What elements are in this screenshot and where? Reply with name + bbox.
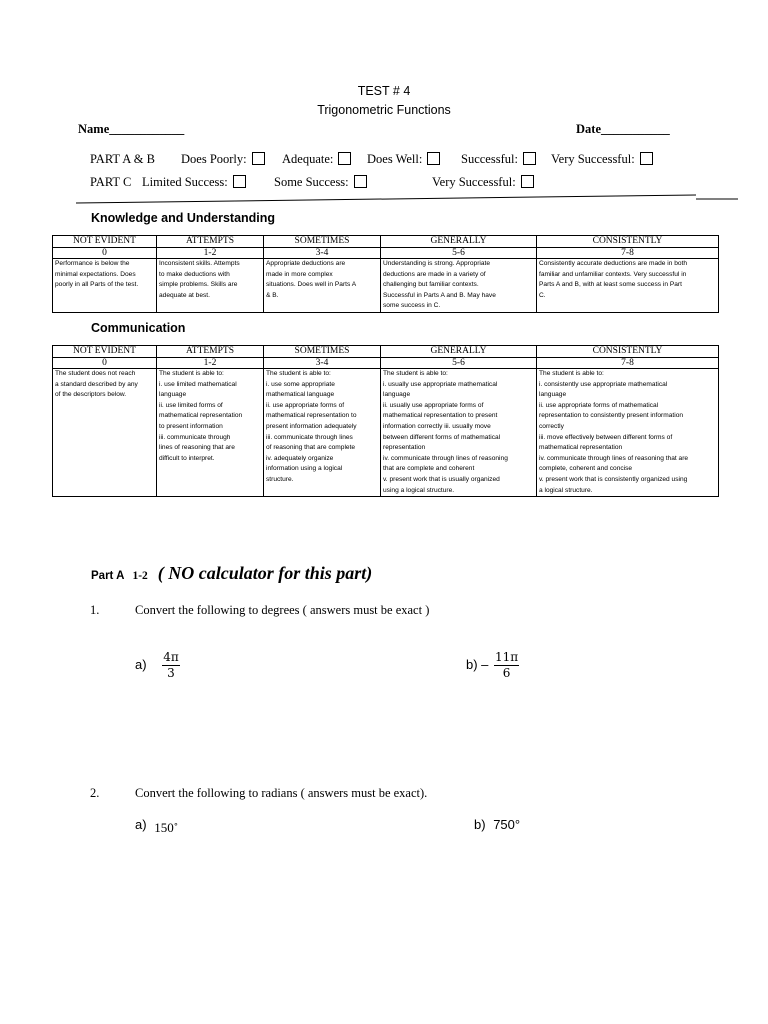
descriptor-line: The student is able to: bbox=[266, 370, 331, 377]
descriptor-line: minimal expectations. Does bbox=[55, 270, 136, 278]
part-a-label: Part A bbox=[91, 570, 125, 582]
part-a-note: ( NO calculator for this part) bbox=[157, 563, 373, 583]
level-header: ATTEMPTS bbox=[157, 346, 264, 358]
descriptor-line: The student is able to: bbox=[383, 370, 448, 377]
score-header: 0 bbox=[53, 357, 157, 369]
level-header: GENERALLY bbox=[381, 236, 537, 248]
descriptor-line: information correctly iii. usually move bbox=[383, 422, 491, 430]
checkbox[interactable] bbox=[521, 175, 534, 188]
question-2a bbox=[135, 817, 178, 833]
descriptor-line: i. usually use appropriate mathematical bbox=[383, 380, 498, 388]
descriptor-cell bbox=[157, 369, 264, 497]
descriptor-line: that are complete and coherent bbox=[383, 465, 475, 473]
descriptor-line: Appropriate deductions are bbox=[266, 260, 346, 267]
level-row bbox=[53, 236, 719, 248]
part-a-range: 1-2 bbox=[132, 570, 148, 582]
descriptor-line: correctly bbox=[539, 422, 564, 430]
rating-successful[interactable]: Successful: bbox=[461, 152, 536, 167]
part-label: b) bbox=[474, 817, 486, 832]
descriptor-line: v. present work that is consistently organized using bbox=[539, 475, 688, 483]
descriptor-line: present information adequately bbox=[266, 422, 357, 430]
descriptor-line: to present information bbox=[159, 422, 223, 430]
test-number: TEST # 4 bbox=[357, 84, 411, 98]
descriptor-line: Performance is below the bbox=[55, 260, 130, 267]
fraction-numerator: 11π bbox=[495, 650, 519, 665]
descriptor-cell bbox=[381, 259, 537, 313]
question-2b bbox=[474, 817, 520, 832]
fraction-denominator: 6 bbox=[502, 666, 511, 681]
level-header: GENERALLY bbox=[381, 346, 537, 358]
score-header: 1-2 bbox=[157, 357, 264, 369]
rating-adequate[interactable]: Adequate: bbox=[282, 152, 351, 167]
score-header: 3-4 bbox=[264, 247, 381, 259]
question-number: 2. bbox=[90, 786, 100, 800]
rating-some-success[interactable]: Some Success: bbox=[274, 175, 367, 190]
descriptor-line: mathematical language bbox=[266, 391, 335, 399]
score-header: 7-8 bbox=[537, 357, 719, 369]
descriptor-line: i. use limited mathematical bbox=[159, 380, 237, 388]
rating-limited-success[interactable]: Limited Success: bbox=[142, 175, 246, 190]
checkbox[interactable] bbox=[354, 175, 367, 188]
descriptor-line: mathematical representation to bbox=[266, 412, 357, 420]
score-row bbox=[53, 247, 719, 259]
level-header: CONSISTENTLY bbox=[537, 346, 719, 358]
descriptor-row bbox=[53, 259, 719, 313]
descriptor-line: i. use some appropriate bbox=[266, 380, 335, 388]
level-header: NOT EVIDENT bbox=[53, 236, 157, 248]
descriptor-line: ii. use limited forms of bbox=[159, 401, 223, 409]
fraction-numerator: 4π bbox=[163, 650, 179, 665]
level-header: ATTEMPTS bbox=[157, 236, 264, 248]
descriptor-line: representation bbox=[383, 444, 426, 452]
descriptor-line: language bbox=[159, 391, 187, 399]
descriptor-line: poorly in all Parts of the test. bbox=[55, 281, 139, 289]
descriptor-line: iii. communicate through bbox=[159, 433, 231, 441]
descriptor-line: difficult to interpret. bbox=[159, 454, 215, 462]
descriptor-line: complete, coherent and concise bbox=[539, 465, 633, 473]
descriptor-line: lines of reasoning that are bbox=[159, 444, 235, 452]
descriptor-line: Inconsistent skills. Attempts bbox=[159, 260, 240, 267]
score-header: 7-8 bbox=[537, 247, 719, 259]
descriptor-line: iv. communicate through lines of reasoning that are bbox=[539, 454, 689, 462]
checkbox[interactable] bbox=[523, 152, 536, 165]
test-subtitle: Trigonometric Functions bbox=[317, 103, 451, 117]
communication-title: Communication bbox=[91, 321, 186, 335]
descriptor-line: to make deductions with bbox=[159, 270, 230, 278]
checkbox[interactable] bbox=[252, 152, 265, 165]
question-prompt: Convert the following to degrees ( answers must be exact ) bbox=[135, 603, 430, 617]
descriptor-line: using a logical structure. bbox=[383, 486, 455, 494]
descriptor-line: v. present work that is usually organized bbox=[383, 475, 500, 483]
descriptor-line: a logical structure. bbox=[539, 486, 593, 494]
communication-rubric-table bbox=[52, 345, 719, 497]
level-header: CONSISTENTLY bbox=[537, 236, 719, 248]
question-prompt: Convert the following to radians ( answers must be exact). bbox=[135, 786, 428, 800]
checkbox[interactable] bbox=[427, 152, 440, 165]
descriptor-line: mathematical representation bbox=[159, 412, 243, 420]
descriptor-line: C. bbox=[539, 291, 546, 299]
rating-does-well[interactable]: Does Well: bbox=[367, 152, 440, 167]
part-c-label: PART C bbox=[90, 175, 132, 189]
descriptor-line: ii. use appropriate forms of mathematical bbox=[539, 401, 659, 409]
descriptor-line: iii. move effectively between different forms of bbox=[539, 433, 673, 441]
rating-does-poorly[interactable]: Does Poorly: bbox=[181, 152, 265, 167]
descriptor-cell bbox=[264, 369, 381, 497]
part-ab-label: PART A & B bbox=[90, 152, 155, 166]
descriptor-line: The student does not reach bbox=[55, 370, 136, 377]
descriptor-line: mathematical representation to present bbox=[383, 412, 498, 420]
name-field[interactable]: Name____________ bbox=[78, 122, 185, 136]
score-header: 3-4 bbox=[264, 357, 381, 369]
descriptor-line: The student is able to: bbox=[159, 370, 224, 377]
descriptor-line: i. consistently use appropriate mathematical bbox=[539, 380, 668, 388]
descriptor-cell bbox=[264, 259, 381, 313]
score-header: 5-6 bbox=[381, 247, 537, 259]
date-field[interactable]: Date___________ bbox=[576, 122, 670, 136]
descriptor-line: deductions are made in a variety of bbox=[383, 270, 486, 278]
descriptor-line: iv. communicate through lines of reasoning bbox=[383, 454, 508, 462]
checkbox[interactable] bbox=[233, 175, 246, 188]
descriptor-line: language bbox=[383, 391, 411, 399]
level-header: NOT EVIDENT bbox=[53, 346, 157, 358]
descriptor-line: ii. usually use appropriate forms of bbox=[383, 401, 484, 409]
descriptor-line: representation to consistently present information bbox=[539, 412, 684, 420]
knowledge-rubric-table bbox=[52, 235, 719, 313]
descriptor-line: Understanding is strong. Appropriate bbox=[383, 260, 491, 267]
descriptor-cell bbox=[381, 369, 537, 497]
score-header: 5-6 bbox=[381, 357, 537, 369]
descriptor-line: between different forms of mathematical bbox=[383, 433, 501, 441]
descriptor-line: some success in C. bbox=[383, 302, 441, 310]
descriptor-line: Parts A and B, with at least some success in Part bbox=[539, 281, 682, 289]
descriptor-line: adequate at best. bbox=[159, 291, 210, 299]
part-label: a) bbox=[135, 817, 147, 832]
descriptor-line: iii. communicate through lines bbox=[266, 433, 353, 441]
descriptor-line: The student is able to: bbox=[539, 370, 604, 377]
score-row bbox=[53, 357, 719, 369]
descriptor-cell bbox=[53, 259, 157, 313]
descriptor-cell bbox=[53, 369, 157, 497]
descriptor-line: structure. bbox=[266, 475, 294, 483]
descriptor-line: situations. Does well in Parts A bbox=[266, 281, 357, 289]
question-1b bbox=[466, 645, 519, 685]
level-header: SOMETIMES bbox=[264, 346, 381, 358]
descriptor-line: iv. adequately organize bbox=[266, 454, 334, 462]
descriptor-row bbox=[53, 369, 719, 497]
checkbox[interactable] bbox=[338, 152, 351, 165]
rating-very-successful[interactable]: Very Successful: bbox=[551, 152, 653, 167]
descriptor-line: language bbox=[539, 391, 567, 399]
descriptor-cell bbox=[157, 259, 264, 313]
descriptor-line: familiar and unfamiliar contexts. Very successful in bbox=[539, 270, 687, 278]
descriptor-line: challenging but familiar contexts. bbox=[383, 281, 479, 289]
score-header: 0 bbox=[53, 247, 157, 259]
descriptor-cell bbox=[537, 259, 719, 313]
fraction-denominator: 3 bbox=[167, 666, 175, 681]
descriptor-line: a standard described by any bbox=[55, 380, 138, 388]
knowledge-title: Knowledge and Understanding bbox=[91, 211, 276, 225]
descriptor-line: of the descriptors below. bbox=[55, 391, 127, 399]
checkbox[interactable] bbox=[640, 152, 653, 165]
rating-very-successful-c[interactable]: Very Successful: bbox=[432, 175, 534, 190]
descriptor-line: simple problems. Skills are bbox=[159, 281, 238, 289]
question-number: 1. bbox=[90, 603, 100, 617]
descriptor-line: ii. use appropriate forms of bbox=[266, 401, 345, 409]
descriptor-line: mathematical representation bbox=[539, 444, 623, 452]
divider bbox=[0, 190, 768, 206]
question-value: 150˚ bbox=[154, 820, 179, 835]
part-label: b) – bbox=[466, 657, 489, 672]
descriptor-line: Consistently accurate deductions are made in both bbox=[539, 260, 688, 267]
fraction bbox=[162, 650, 180, 681]
fraction bbox=[494, 650, 519, 681]
question-value: 750° bbox=[493, 817, 521, 832]
level-header: SOMETIMES bbox=[264, 236, 381, 248]
descriptor-line: of reasoning that are complete bbox=[266, 444, 356, 452]
question-1a bbox=[135, 645, 180, 685]
part-a-heading bbox=[91, 563, 372, 584]
descriptor-line: made in more complex bbox=[266, 270, 333, 278]
part-label: a) bbox=[135, 657, 147, 672]
descriptor-line: & B. bbox=[266, 291, 279, 299]
level-row bbox=[53, 346, 719, 358]
score-header: 1-2 bbox=[157, 247, 264, 259]
descriptor-line: information using a logical bbox=[266, 465, 343, 473]
descriptor-line: Successful in Parts A and B. May have bbox=[383, 291, 496, 299]
descriptor-cell bbox=[537, 369, 719, 497]
